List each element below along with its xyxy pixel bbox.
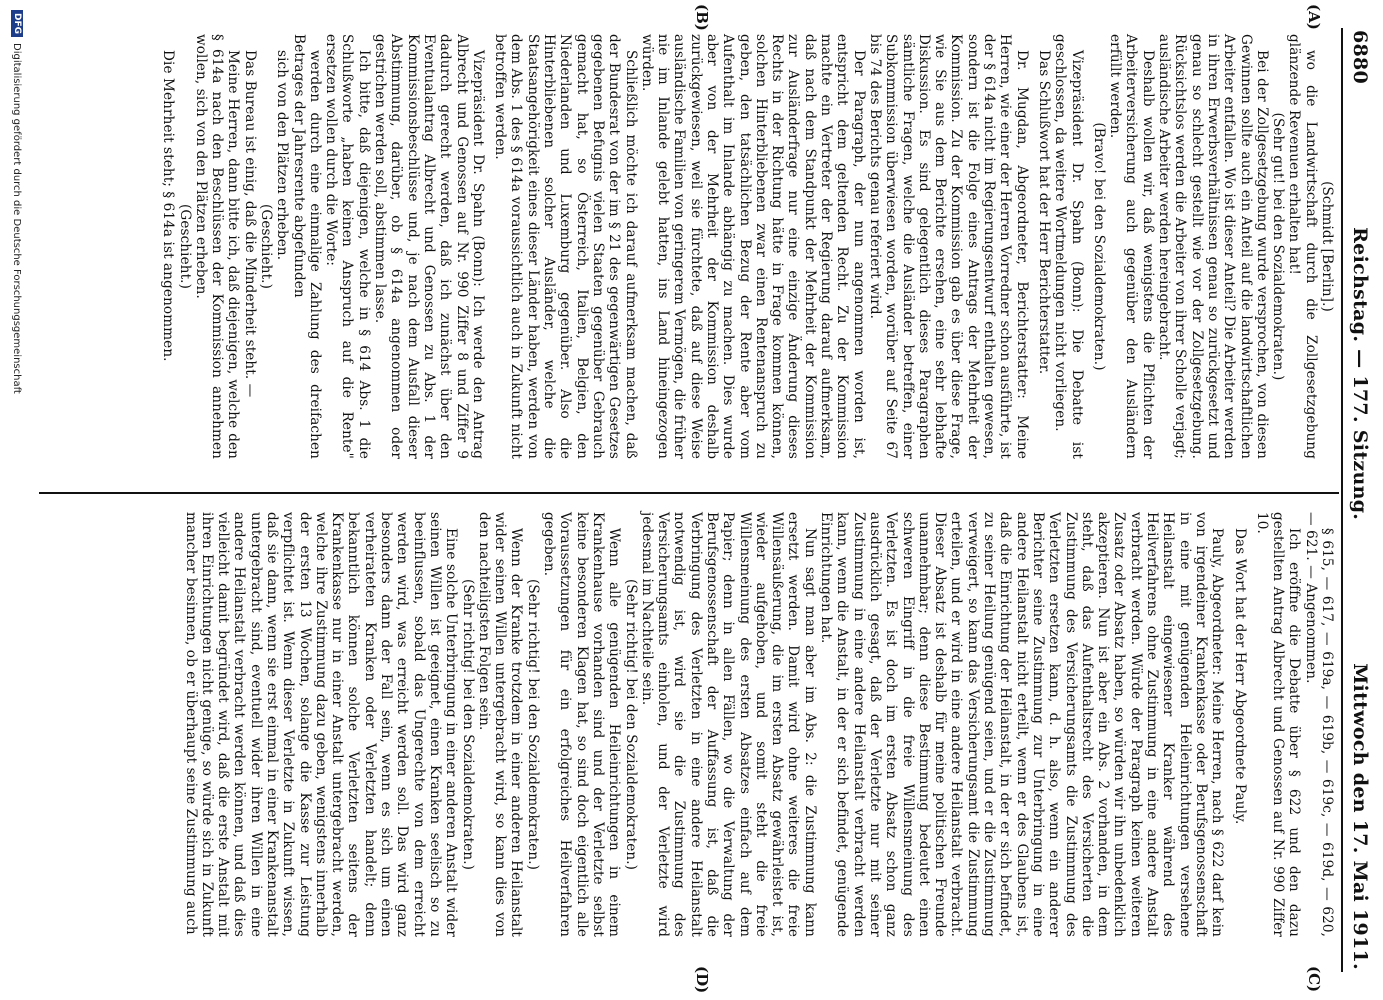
column-divider — [39, 492, 1339, 494]
right-column-paragraph: Das Wort hat der Herr Abgeordnete Pauly. — [1231, 528, 1248, 825]
left-column-paragraph: Schließlich möchte ich darauf aufmerksam machen, daß der Bundesrat von der im § 21 des gegenwärtigen Gesetzes gegebenen Befugnis vielen Staaten gegenüber Gebrauch gemacht hat, so Österreich, Italien, Belgien, den Niederlanden und Luxemburg gegenüber. Also die Hinterbliebenen solcher Ausländer, welche die Staatsangehörigkeit eines dieser Länder haben, werden von dem Abs. 1 des § 614a voraussichtlich auch in Zukunft nicht betroffen werden. — [492, 34, 639, 459]
header-title: Reichstag. — 177. Sitzung. — [1349, 227, 1371, 521]
margin-marker-b: (B) — [693, 4, 711, 31]
left-column — [160, 34, 1335, 459]
left-column-paragraph: wo die Landwirtschaft durch die Zollgesetzgebung glänzende Revenuen erhalten hat! — [1286, 34, 1319, 459]
page-header — [1345, 30, 1375, 970]
left-column-paragraph: Dr. Mugdan, Abgeordneter, Berichterstatter: Meine Herren, wie einer der Herren Vorredner schon ausführte, ist der § 614a nicht im Regierungsentwurf enthalten gewesen, sondern ist die Folge eines Antrags der Mehrheit der Kommission. Zu der Kommission gab es über diese Frage, wie Sie aus dem Berichte ersehen, eine sehr lebhafte Diskussion. Es sind gelegentlich dieses Paragraphen sämtliche Fragen, welche die Ausländer betreffen, einer Subkommission überwiesen worden, worüber auf Seite 67 bis 74 des Berichts genau referiert wird. — [866, 34, 1030, 459]
dfg-logo: DFG — [11, 10, 23, 37]
left-column-paragraph: Meine Herren, dann bitte ich, daß diejenigen, welche den § 614a nach den Beschlüssen der Kommission annehmen wollen, sich von den Plätzen erheben. — [192, 34, 242, 459]
right-column-paragraph: (Sehr richtig! bei den Sozialdemokraten.) — [459, 578, 476, 871]
left-column-paragraph: Der Paragraph, der nun angenommen worden ist, entspricht dem geltenden Recht. Zu der Kommission machte ein Vertreter der Regierung darauf aufmerksam, daß nach dem Standpunkt der Mehrheit der Kommission zur Ausländerfrage nur eine einzige Änderung dieses Rechts in der Richtung hätte in Frage kommen können, solchen Hinterbliebenen zwar einen Rentenanspruch zu geben, den tatsächlichen Bezug der Rente aber vom Aufenthalt im Inlande abhängig zu machen. Dies wurde aber von der Mehrheit der Kommission deshalb zurückgewiesen, weil sie fürchtete, daß auf diese Weise ausländische Familien von geringerem Vermögen, die früher nie im Inlande gelebt hatten, ins Land hineingezogen würden. — [638, 34, 867, 459]
left-column-paragraph: Ich bitte, daß diejenigen, welche in § 614 Abs. 1 die Schlußworte „haben keinen Anspruch auf die Rente" ersetzen wollen durch die Worte: — [323, 34, 372, 459]
left-column-paragraph: Das Schlußwort hat der Herr Berichterstatter. — [1035, 50, 1052, 375]
funding-footer — [11, 10, 23, 394]
right-column-paragraph: Nun sagt man aber im Abs. 2: die Zustimmung kann ersetzt werden. Damit wird ohne weiteres die freie Willensäußerung, die im ersten Absatz gewährleistet ist, wieder aufgehoben, und somit steht die freie Willensmeinung des ersten Absatzes einfach auf dem Papier; denn in allen Fällen, wo die Verwaltung der Berufsgenossenschaft der Auffassung ist, daß die Verbringung des Verletzten in eine andere Heilanstalt notwendig ist, wird sie die Zustimmung des Versicherungsamts einholen, und der Verletzte wird jedesmal im Nachteile sein. — [638, 512, 818, 937]
left-column-paragraph: (Geschieht.) — [176, 204, 193, 289]
right-column — [182, 512, 1335, 937]
left-column-paragraph: (Geschieht.) — [258, 204, 274, 289]
left-column-paragraph: Das Bureau ist einig, daß die Minderheit steht. — — [241, 50, 258, 398]
right-column-paragraph: (Sehr richtig! bei den Sozialdemokraten.) — [524, 578, 541, 871]
right-column-paragraph: (Sehr richtig! bei den Sozialdemokraten.) — [622, 578, 639, 871]
left-column-paragraph: werden durch eine einmalige Zahlung des dreifachen Betrages der Jahresrente abgefunden — [290, 34, 323, 459]
margin-marker-c: (C) — [1305, 966, 1323, 993]
right-column-paragraph: § 615, — 617, — 619a, — 619b, — 619c, — 619d, — 620, — 621. — Angenommen. — [1302, 512, 1335, 937]
margin-marker-a: (A) — [1305, 4, 1323, 30]
left-column-paragraph: sich von den Plätzen erheben. — [274, 50, 291, 261]
left-column-paragraph: (Schmidt [Berlin].) — [1319, 181, 1335, 312]
right-column-paragraph: Wenn alle genügenden Heileinrichtungen in einem Krankenhause vorhanden sind und der Verletzte selbst keine besonderen Klagen hat, so sind doch eigentlich alle Voraussetzungen für ein erfolgreiches Heilverfahren gegeben. — [541, 512, 623, 937]
left-column-paragraph: (Bravo! bei den Sozialdemokraten.) — [1090, 122, 1107, 371]
header-rule — [1341, 28, 1343, 972]
left-column-paragraph: Vizepräsident Dr. Spahn (Bonn): Die Debatte ist geschlossen, da weitere Wortmeldungen nicht vorliegen. — [1052, 34, 1085, 459]
right-column-paragraph: Wenn der Kranke trotzdem in einer anderen Heilanstalt wider seinen Willen untergebracht wird, so kann dies von den nachteiligsten Folgen sein. — [475, 512, 525, 937]
right-column-paragraph: Ich eröffne die Debatte über § 622 und den dazu gestellten Antrag Albrecht und Genossen auf Nr. 990 Ziffer 10. — [1253, 512, 1303, 937]
right-column-paragraph: Pauly, Abgeordneter: Meine Herren, nach § 622 darf kein von irgendeiner Krankenkasse oder Berufsgenossenschaft in eine mit genügenden Heileinrichtungen versehene Heilanstalt eingewiesener Kranker während des Heilverfahrens ohne Zustimmung in eine andere Anstalt verbracht werden. Würde der Paragraph keinen weiteren Zusatz oder Absatz haben, so würden wir ihn unbedenklich akzeptieren. Nun ist aber ein Abs. 2 vorhanden, in dem steht, daß das Aufenthaltsrecht des Versicherten die Zustimmung des Versicherungsamts die Zustimmung des Verletzten ersetzen kann, d. h. also, wenn ein anderer Berichter seine Zustimmung zur Unterbringung in eine andere Heilanstalt nicht erteilt, wenn er des Glaubens ist, daß die Einrichtung der Heilanstalt, in der er sich befindet, zu seiner Heilung genügend seien, und er die Zustimmung verweigert, so kann das Versicherungsamt die Zustimmung erteilen, und er wird in eine andere Heilanstalt verbracht. Dieser Absatz ist deshalb für meine politischen Freunde unannehmbar; denn diese Bestimmung bedeutet einen schweren Eingriff in die freie Willensmeinung des Verletzten. Es ist doch im ersten Absatz schon ganz ausdrücklich gesagt, daß der Verletzte nur mit seiner Zustimmung in eine andere Heilanstalt verbracht werden kann, wenn die Anstalt, in der er sich befindet, genügende Einrichtungen hat. — [818, 512, 1226, 937]
left-column-paragraph: (Sehr gut! bei den Sozialdemokraten.) — [1270, 112, 1287, 381]
margin-marker-d: (D) — [693, 966, 711, 994]
funding-note: Digitalisierung gefördert durch die Deutsche Forschungsgemeinschaft — [11, 43, 23, 394]
left-column-paragraph: Deshalb wollen wir, daß wenigstens die Pflichten der Arbeiterversicherung auch gegenüber den Ausländern erfüllt werden. — [1107, 34, 1156, 459]
page-number: 6880 — [1349, 30, 1371, 85]
right-column-paragraph: Eine solche Unterbringung in einer anderen Anstalt wider seinen Willen ist geeignet, einen Kranken seelisch so zu beeinflussen, sobald das Ungerechte von dem erreicht werden wird, was erreicht werden soll. Das wird ganz besonders dann der Fall sein, wenn es sich um einen verheirateten Kranken oder Verletzten handelt; denn bekanntlich können solche Verletzten seitens der Krankenkasse nur in einer Anstalt untergebracht werden, welche ihre Zustimmung dazu geben, wenigstens innerhalb der ersten 13 Wochen, solange die Kasse zur Leistung verpflichtet ist. Wenn dieser Verletzte in Zukunft wissen, daß sie dann, wenn sie erst einmal in einer Krankenanstalt untergebracht sind, eventuell wider ihren Willen in eine andere Heilanstalt verbracht werden können, und daß dies vielleicht damit begründet wird, daß die erste Anstalt mit ihren Einrichtungen nicht genüge, so würde sich in Zukunft mancher besinnen, ob er überhaupt seine Zustimmung auch — [182, 512, 460, 937]
header-date: Mittwoch den 17. Mai 1911. — [1349, 663, 1371, 970]
left-column-paragraph: Die Mehrheit steht; § 614a ist angenommen. — [160, 50, 177, 362]
left-column-paragraph: Bei der Zollgesetzgebung wurde versprochen, von diesen Gewinnen sollte auch ein Anteil auf die landwirtschaftlichen Arbeiter entfallen. Wo ist dieser Anteil? Die Arbeiter werden in ihren Erwerbsverhältnissen genau so zurückgesetzt und genau so schlecht gestellt wie vor der Zollgesetzgebung. Rücksichtslos werden die Arbeiter von ihrer Scholle verjagt; ausländische Arbeiter werden hereingebracht. — [1156, 34, 1270, 459]
left-column-paragraph: Vizepräsident Dr. Spahn (Bonn): Ich werde den Antrag Albrecht und Genossen auf Nr. 990 Ziffer 8 und Ziffer 9 dadurch gerecht werden, daß ich zunächst über den Eventualantrag Albrecht und Genossen zu Abs. 1 der Kommissionsbeschlüsse und, je nach dem Ausfall dieser Abstimmung, darüber, ob § 614a angenommen oder gestrichen werden soll, abstimmen lasse. — [372, 34, 486, 459]
